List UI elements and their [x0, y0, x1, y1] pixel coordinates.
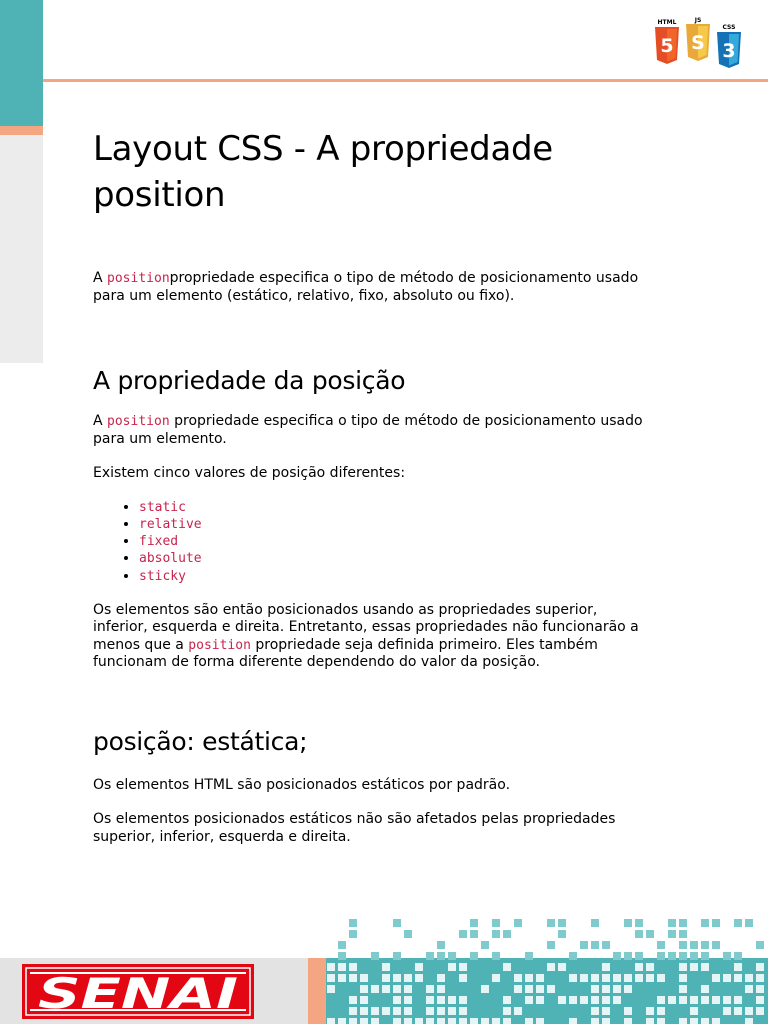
position-values-list [93, 499, 653, 585]
svg-text:3: 3 [722, 40, 736, 62]
section2-paragraph-2: Os elementos posicionados estáticos não são afetados pelas propriedades superior, inferior, esquerda e direita. [93, 811, 616, 845]
senai-logo [22, 964, 254, 1019]
list-item: • absolute [139, 550, 653, 567]
list-item: • static [139, 499, 653, 516]
footer-orange-stripe [308, 958, 326, 1024]
section-heading-static: posição: estática; [93, 726, 308, 756]
svg-text:SENAI: SENAI [38, 969, 238, 1018]
svg-text:S: S [691, 32, 705, 54]
web-technology-logos [652, 16, 748, 68]
inline-code: position [188, 637, 251, 653]
svg-text:5: 5 [660, 35, 674, 57]
svg-text:CSS: CSS [722, 24, 736, 31]
inline-code: position [107, 414, 170, 429]
header-divider [43, 79, 768, 82]
sidebar-orange-band [0, 126, 43, 135]
pixel-pattern-decoration [326, 918, 768, 1024]
document-content [93, 120, 653, 846]
html5-logo-icon [655, 19, 679, 64]
javascript-logo-icon [686, 17, 710, 61]
section1-paragraph-1: A position propriedade especifica o tipo de método de posicionamento usado para um elemento. [93, 413, 643, 447]
page-title: Layout CSS - A propriedade position [93, 129, 553, 215]
list-item: • fixed [139, 533, 653, 550]
intro-paragraph: A positionpropriedade especifica o tipo de método de posicionamento usado para um elemento (estático, relativo, fixo, absoluto ou fixo). [93, 270, 639, 304]
section2-paragraph-1: Os elementos HTML são posicionados estáticos por padrão. [93, 776, 511, 793]
sidebar-gray-band [0, 135, 43, 363]
sidebar-teal-band [0, 0, 43, 126]
list-item: • relative [139, 516, 653, 533]
section-heading-position-property: A propriedade da posição [93, 366, 406, 395]
svg-text:JS: JS [694, 17, 702, 24]
inline-code: position [107, 271, 170, 286]
section1-paragraph-2: Existem cinco valores de posição diferentes: [93, 465, 406, 481]
svg-text:HTML: HTML [657, 19, 677, 26]
css3-logo-icon [717, 24, 741, 68]
section1-paragraph-3: Os elementos são então posicionados usando as propriedades superior, inferior, esquerda e direita. Entretanto, essas propriedades não funcionarão a menos que a position propriedade seja definida primeiro. Eles também funcionam de forma diferente dependendo do valor da posição. [93, 601, 639, 671]
list-item: • sticky [139, 568, 653, 585]
